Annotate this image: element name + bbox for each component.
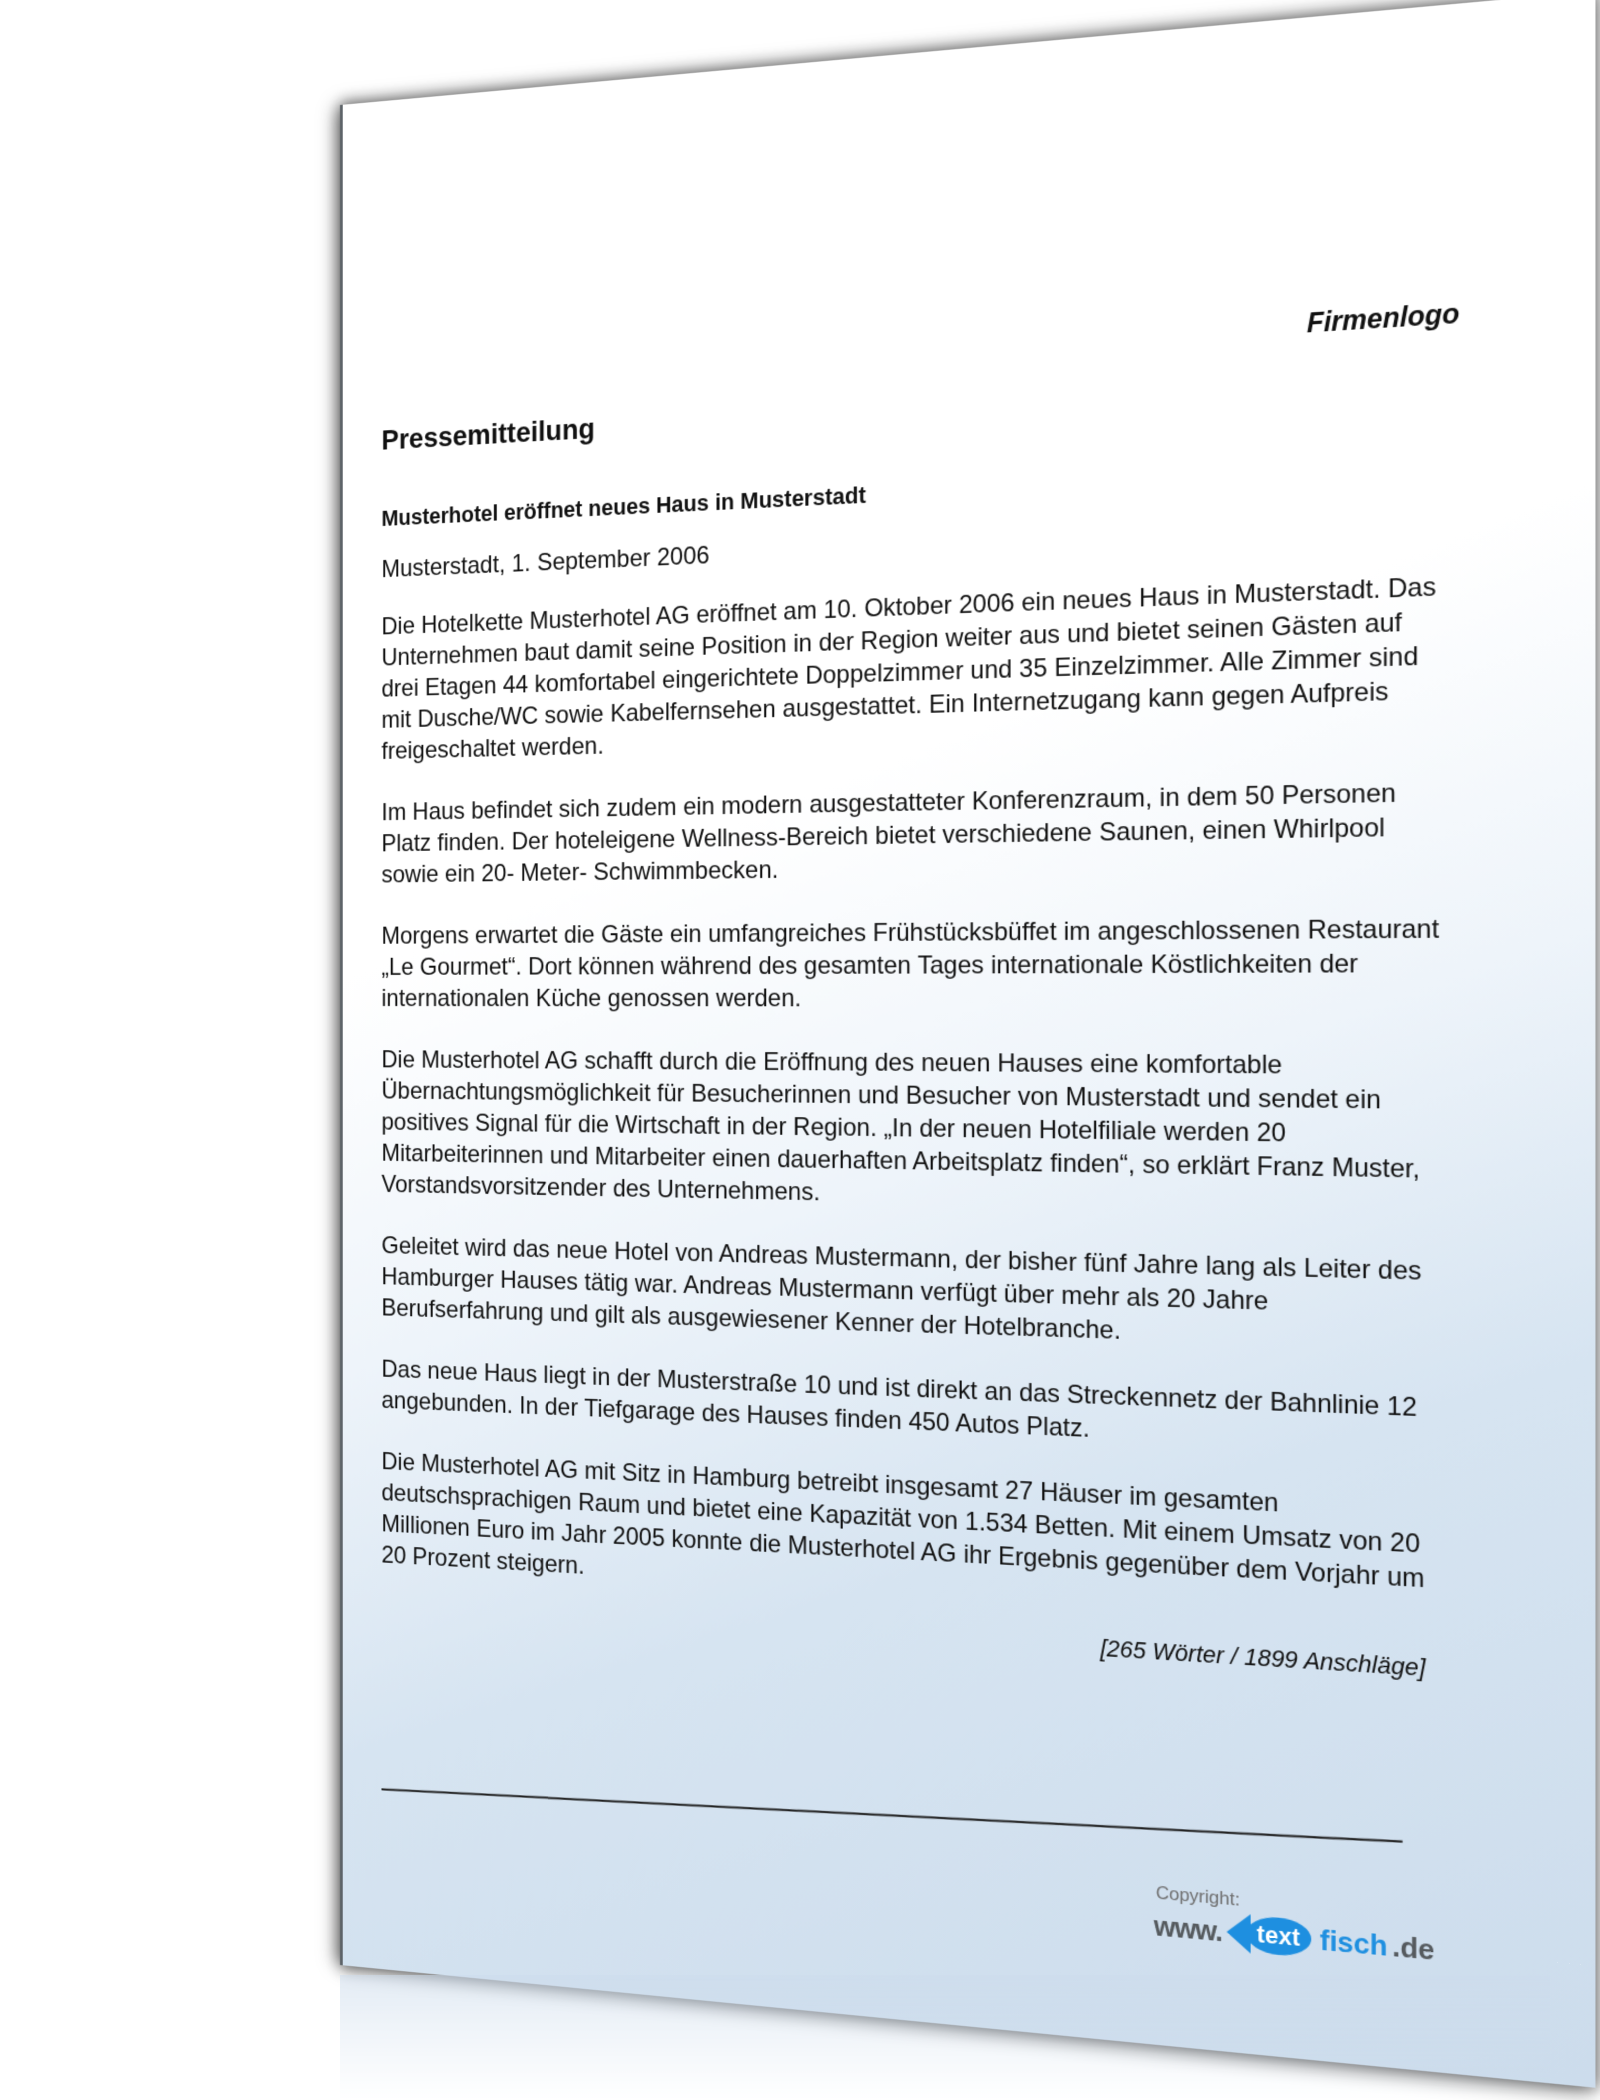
paragraph-facilities: Im Haus befindet sich zudem ein modern ausgestatteter Konferenzraum, in dem 50 Personen Platz finden. Der hoteleigene Wellness-Bereich bietet verschiedene Saunen, einen Whirlpool sowie ein 20- Meter- Schwimmbecken. <box>381 778 1396 889</box>
dateline: Musterstadt, 1. September 2006 <box>381 541 710 584</box>
paragraph-company-profile: Die Musterhotel AG mit Sitz in Hamburg betreibt insgesamt 27 Häuser im gesamten deutschsprachigen Raum und bietet eine Kapazität von 1.534 Betten. Mit einem Umsatz von 20 Millionen Euro im Jahr 2005 konnte die Musterhotel AG ihr Ergebnis gegenüber dem Vorjahr um 20 Prozent steigern. <box>381 1447 1425 1594</box>
press-headline: Musterhotel eröffnet neues Haus in Musterstadt <box>381 481 866 532</box>
logo-www-prefix: www. <box>1153 1908 1222 1948</box>
paragraph-restaurant: Morgens erwartet die Gäste ein umfangreiches Frühstücksbüffet im angeschlossenen Restaurant „Le Gourmet“. Dort können während des gesamten Tages internationale Köstlichkeiten der internationalen Küche genossen werden. <box>381 914 1440 1013</box>
paragraph-management: Geleitet wird das neue Hotel von Andreas Mustermann, der bisher fünf Jahre lang als Leiter des Hamburger Hauses tätig war. Andreas Mustermann verfügt über mehr als 20 Jahre Berufserfahrung und gilt als ausgewiesener Kenner der Hotelbranche. <box>381 1231 1422 1346</box>
logo-brand-text: fisch <box>1319 1922 1388 1962</box>
fish-tail-icon <box>1226 1912 1250 1953</box>
logo-domain-suffix: .de <box>1392 1929 1435 1966</box>
fish-body-text: text <box>1246 1915 1311 1958</box>
footer-divider <box>381 1788 1402 1842</box>
paragraph-location: Das neue Haus liegt in der Musterstraße 10 und ist direkt an das Streckennetz der Bahnlinie 12 angebunden. In der Tiefgarage des Hauses finden 450 Autos Platz. <box>381 1355 1418 1444</box>
company-logo-placeholder: Firmenlogo <box>1306 298 1460 340</box>
word-count-note: [265 Wörter / 1899 Anschläge] <box>1100 1634 1426 1682</box>
fish-logo-icon <box>1226 1912 1311 1959</box>
paragraph-opening: Die Hotelkette Musterhotel AG eröffnet am 10. Oktober 2006 ein neues Haus in Musterstadt. Das Unternehmen baut damit seine Position in der Region weiter aus und bietet seinen Gästen auf drei Etagen 44 komfortabel eingerichtete Doppelzimmer und 35 Einzelzimmer. Alle Zimmer sind mit Dusche/WC sowie Kabelfernsehen ausgestattet. Ein Internetzugang kann gegen Aufpreis freigeschaltet werden. <box>381 572 1437 766</box>
copyright-block <box>1154 1882 1435 1970</box>
document-page <box>340 0 1595 2088</box>
document-title: Pressemitteilung <box>381 412 595 456</box>
paragraph-economy-quote: Die Musterhotel AG schafft durch die Eröffnung des neuen Hauses eine komfortable Übernachtungsmöglichkeit für Besucherinnen und Besucher von Musterstadt und sendet ein positives Signal für die Wirtschaft in der Region. „In der neuen Hotelfiliale werden 20 Mitarbeiterinnen und Mitarbeiter einen dauerhaften Arbeitsplatz finden“, so erklärt Franz Muster, Vorstandsvorsitzender des Unternehmens. <box>381 1046 1421 1207</box>
copyright-label: Copyright: <box>1155 1882 1240 1911</box>
document-body <box>381 449 1448 1686</box>
